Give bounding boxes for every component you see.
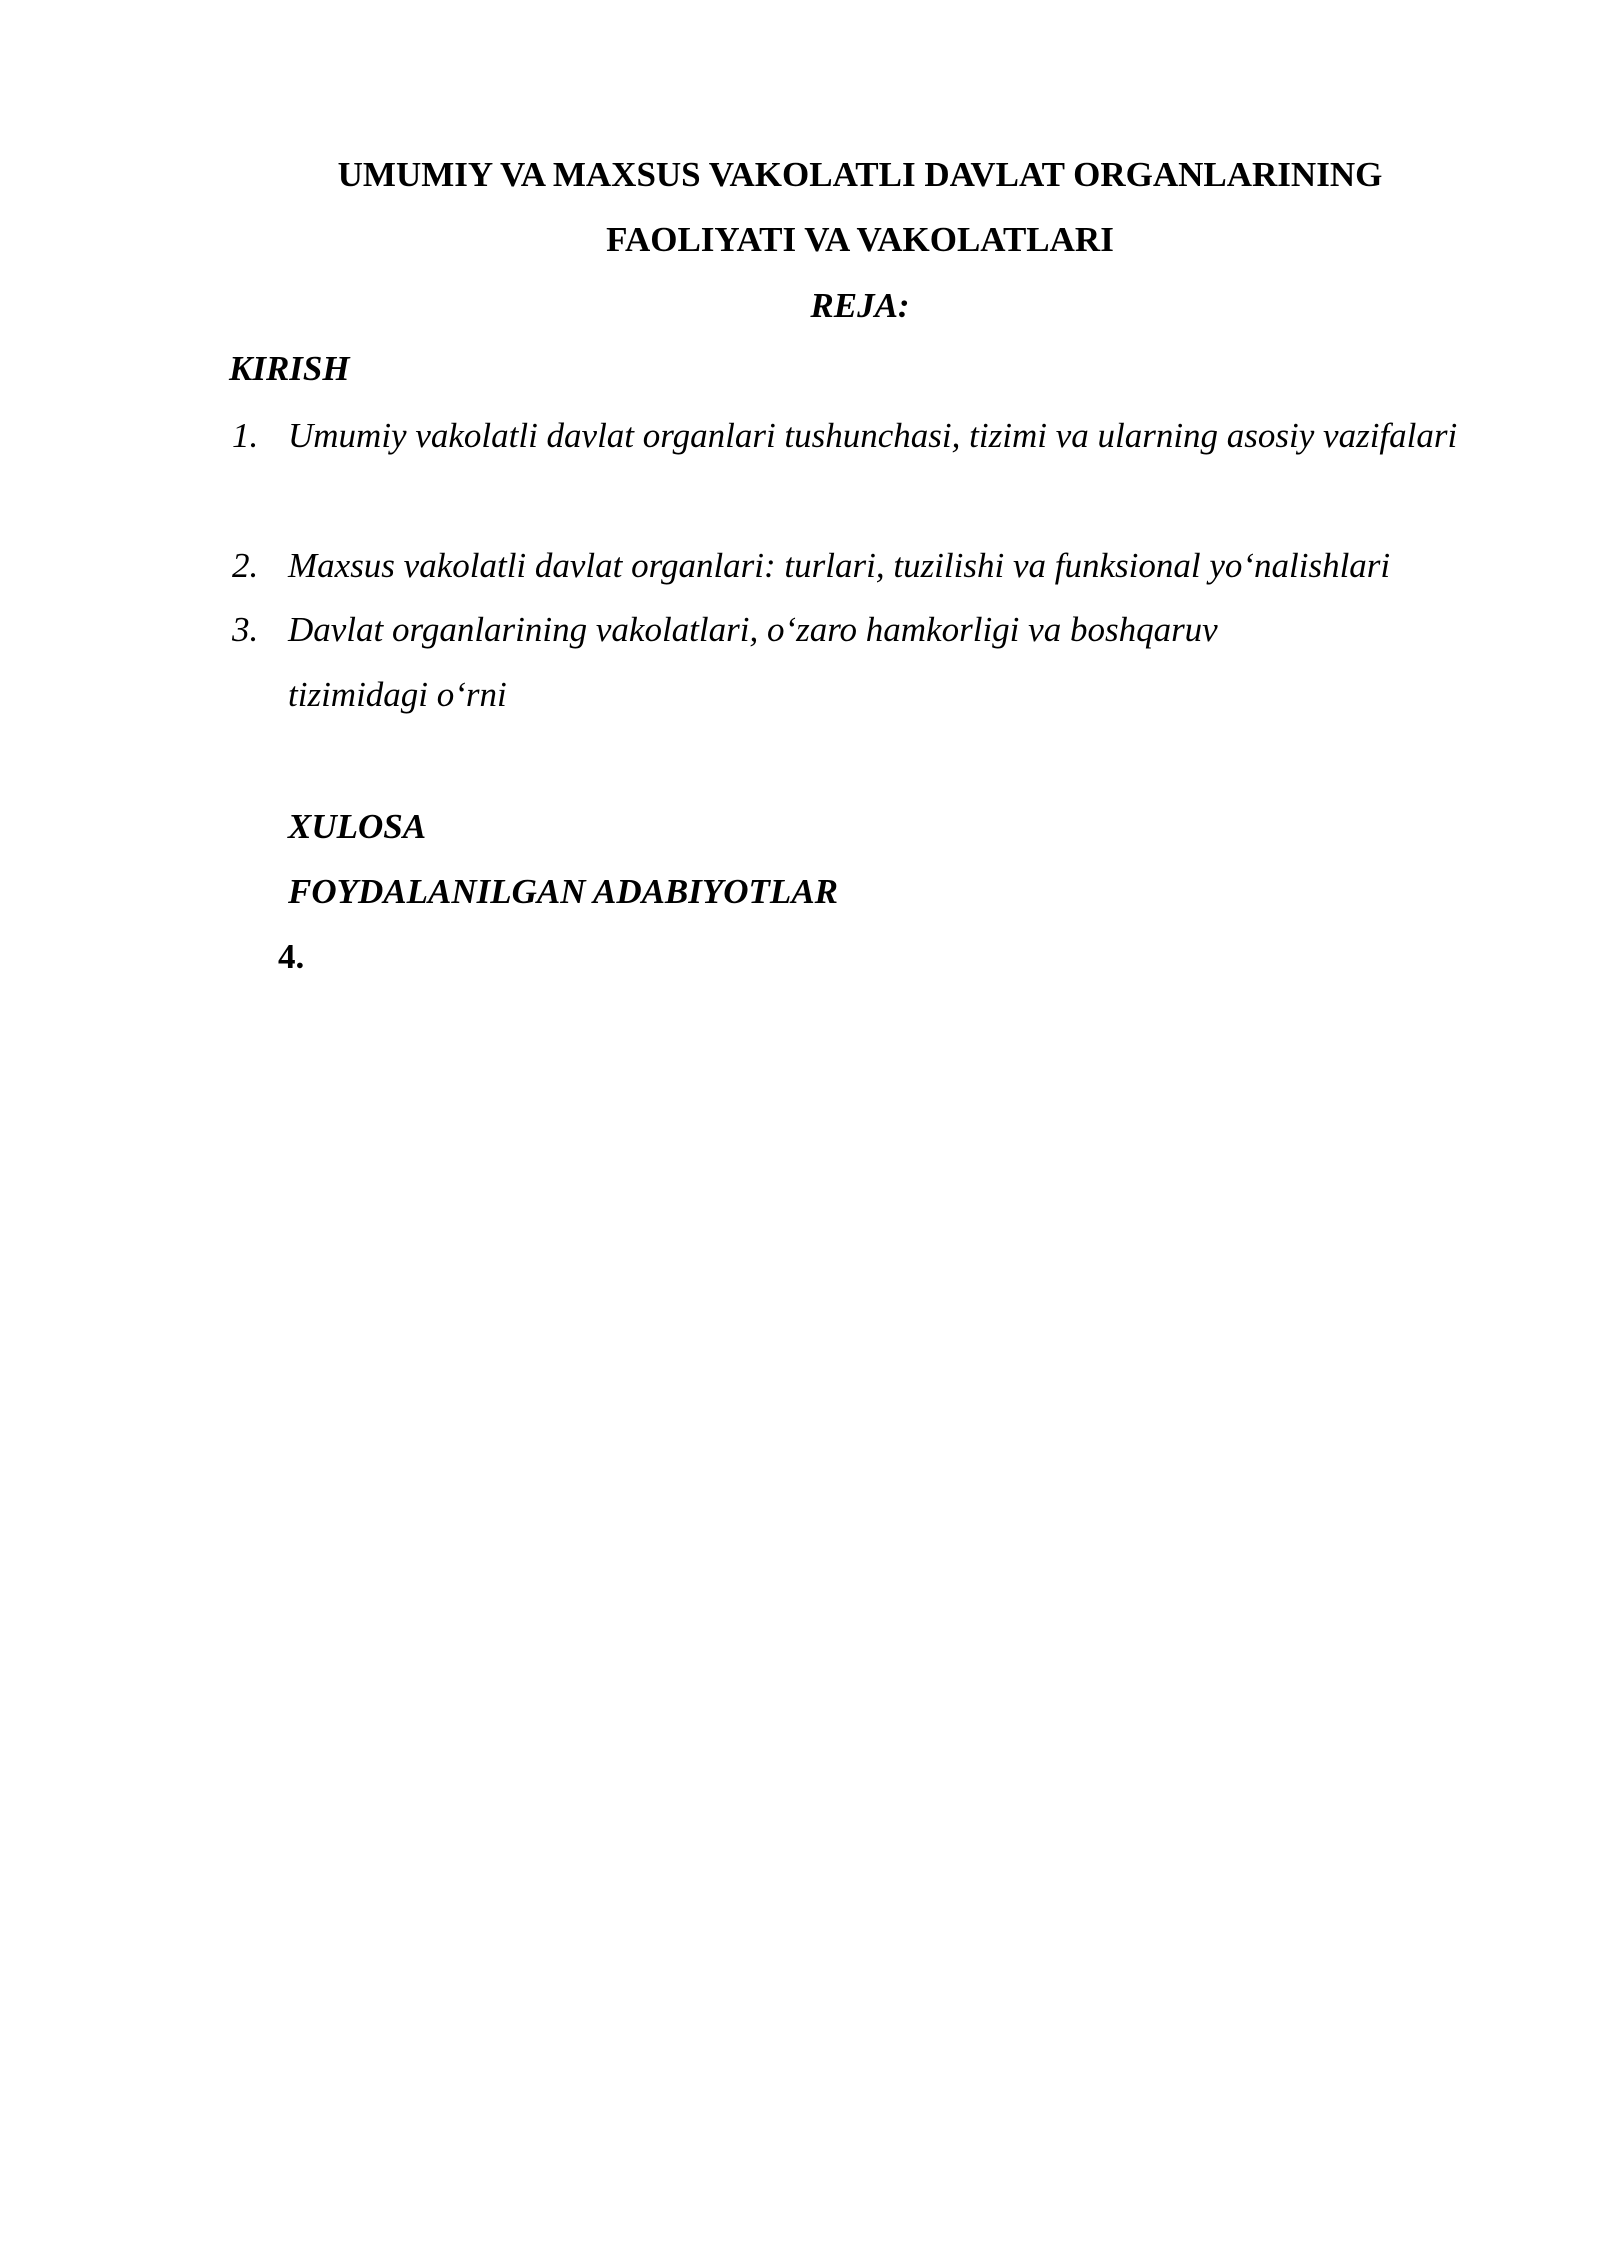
document-title-line-1: UMUMIY VA MAXSUS VAKOLATLI DAVLAT ORGANLARINING — [337, 155, 1383, 194]
intro-heading: KIRISH — [229, 349, 350, 388]
empty-list-number: 4. — [278, 937, 305, 976]
plan-heading: REJA: — [810, 286, 910, 325]
plan-item-number: 1. — [232, 416, 259, 455]
document-title-line-2: FAOLIYATI VA VAKOLATLARI — [606, 220, 1114, 259]
plan-item-text: Davlat organlarining vakolatlari, o‘zaro hamkorligi va boshqaruv tizimidagi o‘rni — [288, 610, 1218, 714]
references-heading: FOYDALANILGAN ADABIYOTLAR — [288, 872, 839, 911]
conclusion-heading: XULOSA — [288, 807, 427, 846]
plan-item-text: Maxsus vakolatli davlat organlari: turlari, tuzilishi va funksional yo‘nalishlari — [288, 546, 1391, 585]
plan-item-number: 2. — [232, 546, 259, 585]
plan-item-text: Umumiy vakolatli davlat organlari tushunchasi, tizimi va ularning asosiy vazifalari — [288, 416, 1458, 455]
plan-item-number: 3. — [232, 610, 259, 649]
